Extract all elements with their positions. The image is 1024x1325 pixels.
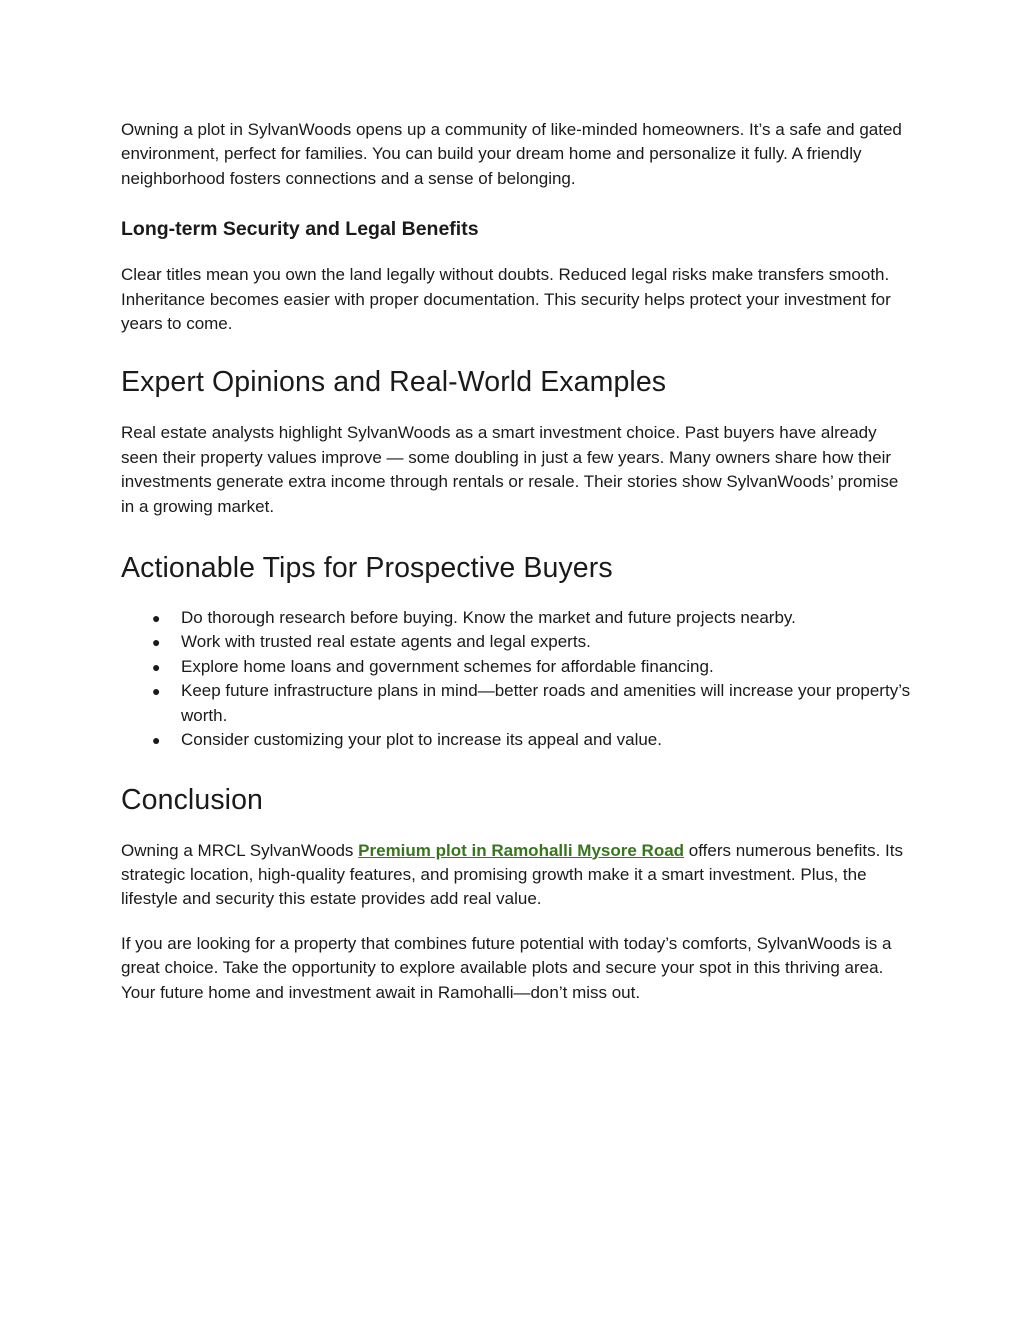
bullet-icon: ● bbox=[152, 610, 161, 627]
bullet-icon: ● bbox=[152, 732, 161, 749]
tip-text: Work with trusted real estate agents and legal experts. bbox=[181, 632, 591, 652]
community-paragraph: Owning a plot in SylvanWoods opens up a community of like-minded homeowners. It’s a safe and gated environment, perfect for families. You can build your dream home and personalize it fully. A friendly neighborhood fosters connections and a sense of belonging. bbox=[121, 120, 902, 188]
conclusion-paragraph-2: If you are looking for a property that combines future potential with today’s comforts, SylvanWoods is a great choice. Take the opportunity to explore available plots and secure your spot in this thriving area. Your future home and investment await in Ramohalli—don’t miss out. bbox=[121, 933, 892, 1002]
conclusion-paragraph-1 bbox=[121, 839, 911, 912]
list-item bbox=[121, 679, 911, 728]
tip-text: Do thorough research before buying. Know the market and future projects nearby. bbox=[181, 608, 796, 628]
tips-list bbox=[121, 606, 911, 752]
bullet-icon: ● bbox=[152, 683, 161, 700]
conclusion-heading: Conclusion bbox=[121, 783, 263, 816]
expert-heading: Expert Opinions and Real-World Examples bbox=[121, 366, 667, 399]
document-page bbox=[121, 118, 911, 1005]
expert-paragraph: Real estate analysts highlight SylvanWoods as a smart investment choice. Past buyers have already seen their property values improve — some doubling in just a few years. Many owners share how their investments generate extra income through rentals or resale. Their stories show SylvanWoods’ promise in a growing market. bbox=[121, 423, 899, 516]
bullet-icon: ● bbox=[152, 658, 161, 675]
premium-plot-link[interactable]: Premium plot in Ramohalli Mysore Road bbox=[358, 840, 685, 860]
conclusion-text-before: Owning a MRCL SylvanWoods bbox=[121, 840, 359, 860]
conclusion-text-after: offers numerous benefits. Its strategic location, high-quality features, and promising growth make it a smart investment. Plus, the lifestyle and security this estate provides add real value. bbox=[121, 840, 903, 909]
security-heading: Long-term Security and Legal Benefits bbox=[121, 218, 479, 241]
tip-text: Explore home loans and government schemes for affordable financing. bbox=[181, 656, 714, 676]
security-paragraph: Clear titles mean you own the land legally without doubts. Reduced legal risks make transfers smooth. Inheritance becomes easier with proper documentation. This security helps protect your investment for years to come. bbox=[121, 265, 891, 334]
list-item bbox=[121, 655, 911, 679]
list-item bbox=[121, 630, 911, 654]
list-item bbox=[121, 728, 911, 752]
list-item bbox=[121, 606, 911, 630]
tip-text: Consider customizing your plot to increase its appeal and value. bbox=[181, 730, 662, 750]
bullet-icon: ● bbox=[152, 634, 161, 651]
tip-text: Keep future infrastructure plans in mind—better roads and amenities will increase your property’s worth. bbox=[181, 681, 911, 725]
tips-heading: Actionable Tips for Prospective Buyers bbox=[121, 552, 613, 585]
